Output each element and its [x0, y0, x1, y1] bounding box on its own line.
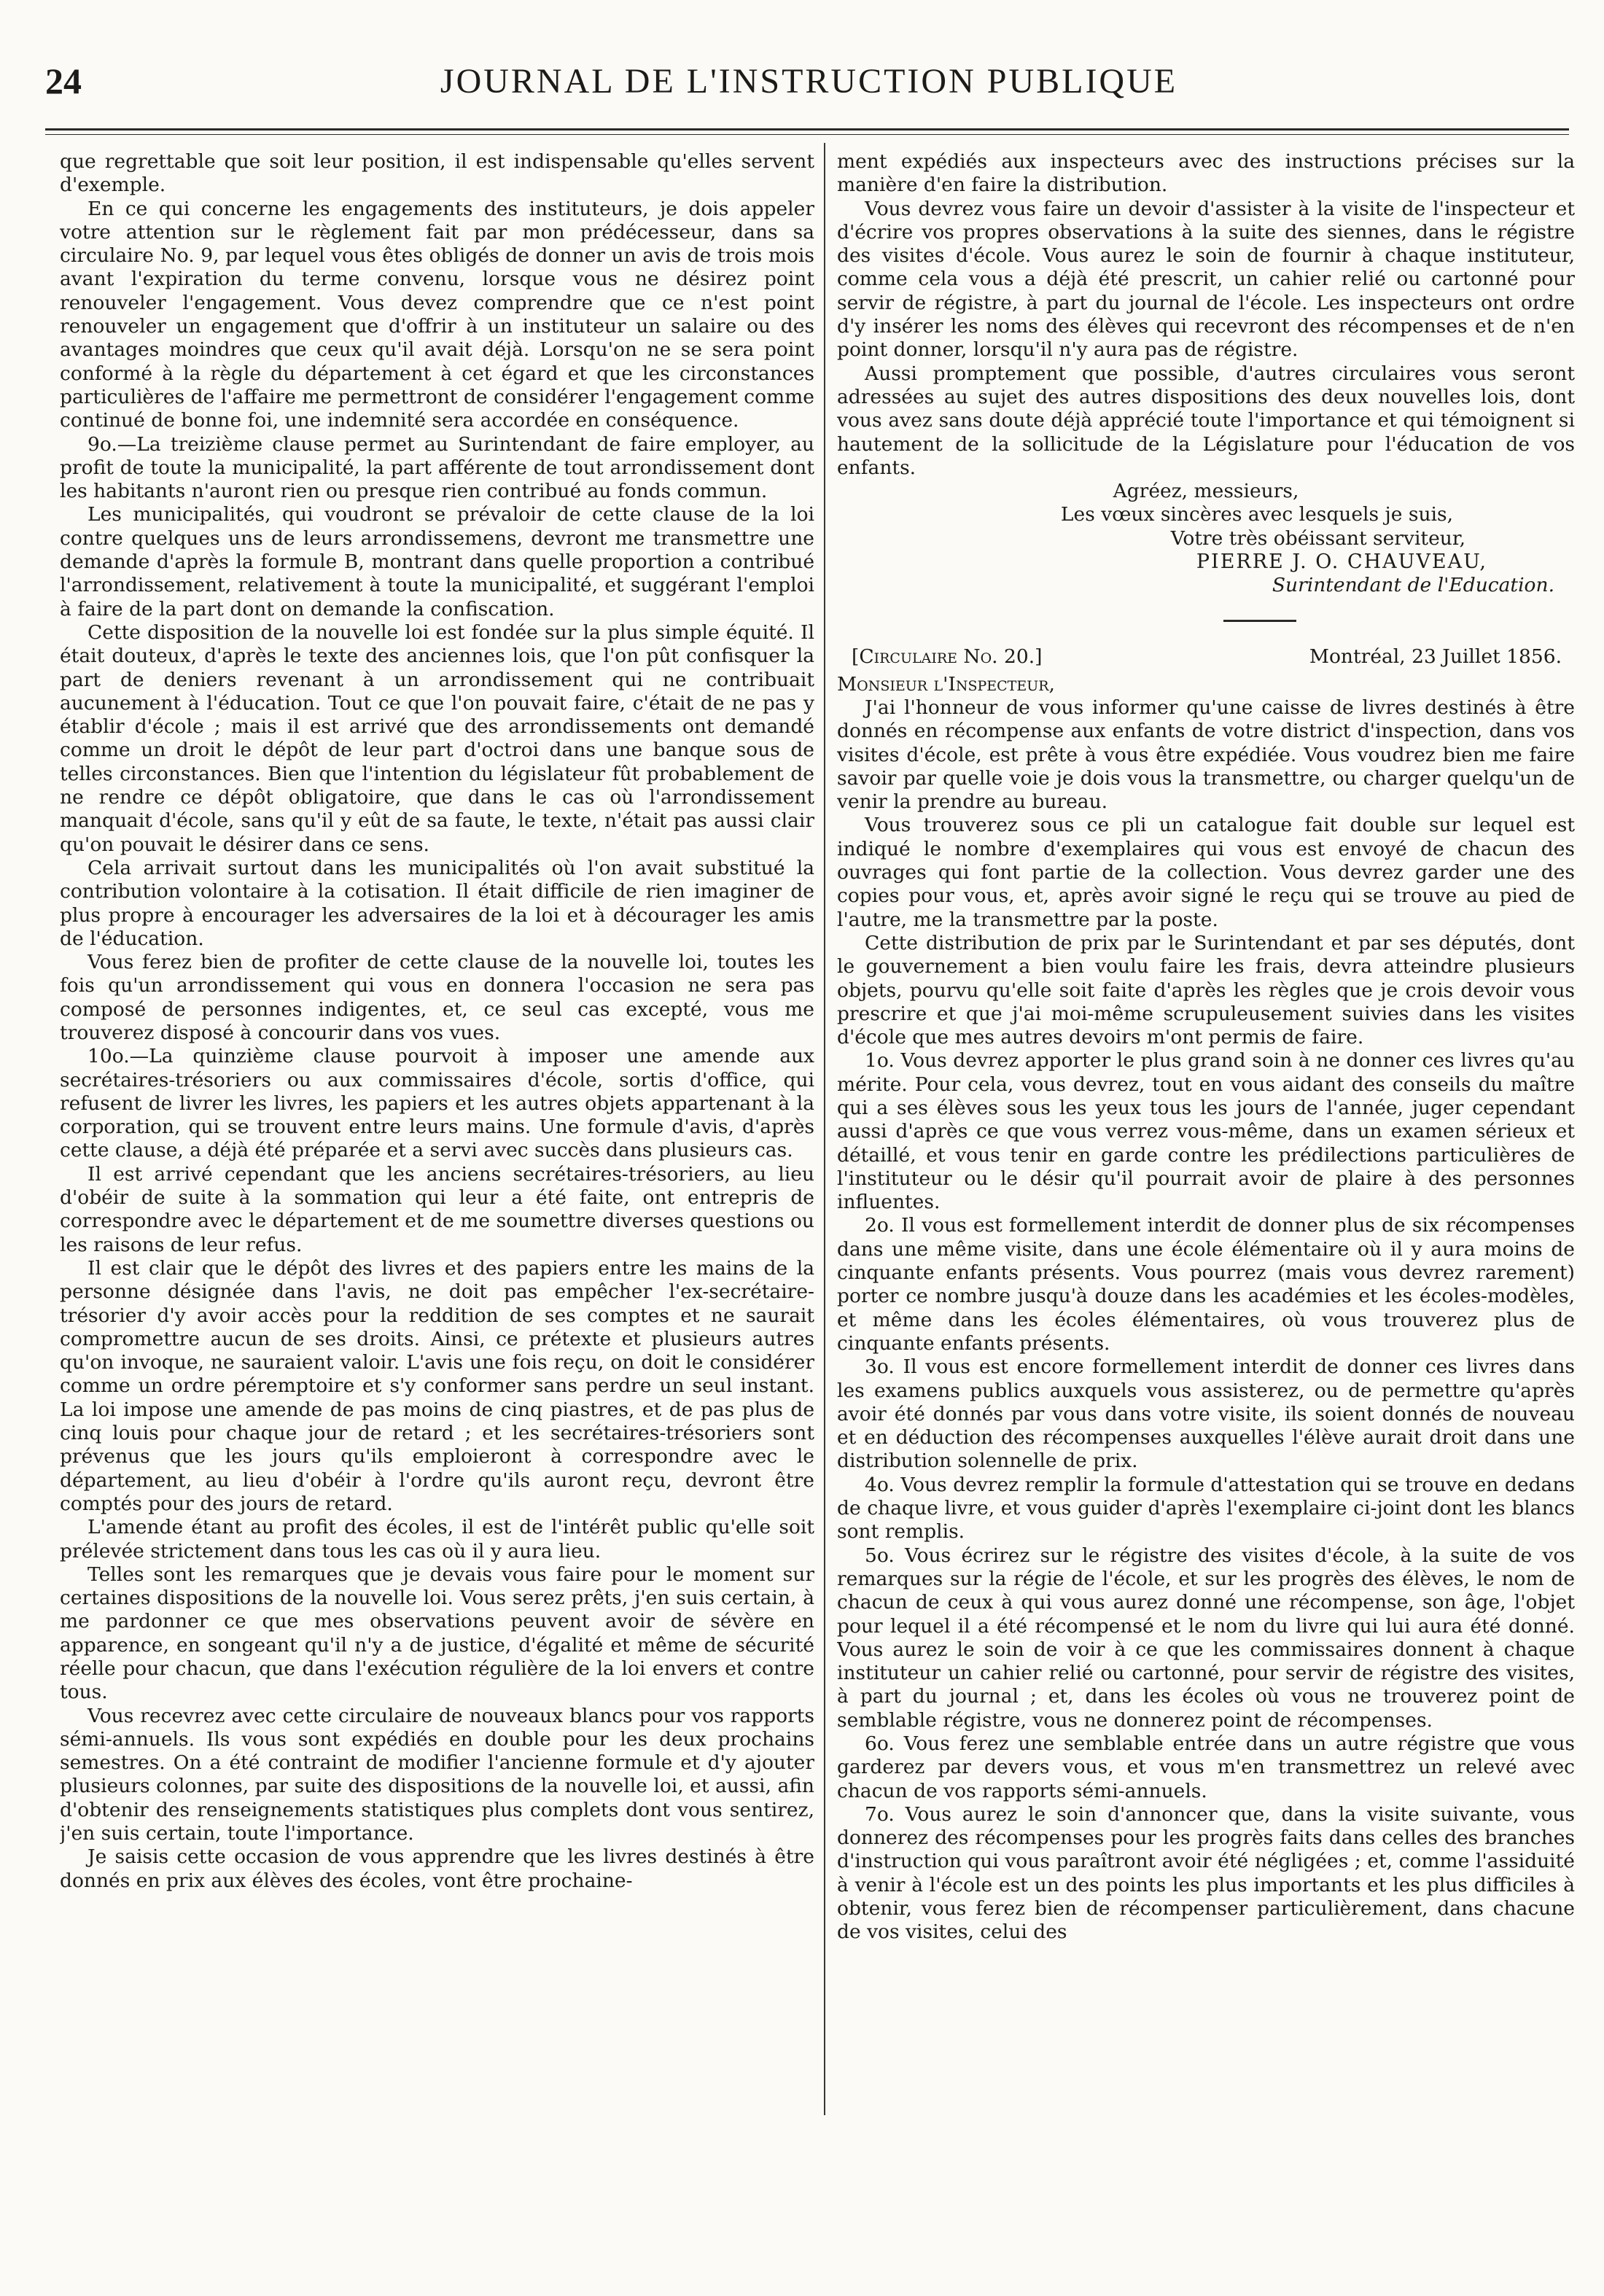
paragraph: Il est clair que le dépôt des livres et des papiers entre les mains de la personne désignée dans l'avis, ne doit pas empêcher l'ex-secrétaire-trésorier d'y avoir accès pour la reddition de ses comptes et ne saurait compromettre aucun de ses droits. Ainsi, ce prétexte et plusieurs autres qu'on invoque, ne sauraient valoir. L'avis une fois reçu, on doit le considérer comme un ordre péremptoire et s'y conformer sans perdre un seul instant. La loi impose une amende de pas moins de cinq piastres, et de pas plus de cinq louis pour chaque jour de retard ; et les secrétaires-trésoriers sont prévenus que les jours qu'ils emploieront à correspondre avec le département, au lieu d'obéir à l'ordre qu'ils auront reçu, devront être comptés pour des jours de retard.	[60, 1256, 814, 1515]
paragraph: 6o. Vous ferez une semblable entrée dans un autre régistre que vous garderez par devers vous, et vous m'en transmettrez un relevé avec chacun de vos rapports sémi-annuels.	[837, 1732, 1575, 1802]
paragraph: En ce qui concerne les engagements des instituteurs, je dois appeler votre attention sur le règlement fait par mon prédécesseur, dans sa circulaire No. 9, par lequel vous êtes obligés de donner un avis de trois mois avant l'expiration du terme convenu, lorsque vous ne désirez point renouveler l'engagement. Vous devez comprendre que ce n'est point renouveler un engagement que d'offrir à un instituteur un salaire ou des avantages moindres que ceux qu'il avait déjà. Lorsqu'on ne se sera point conformé à la règle du département à cet égard et que les circonstances particulières de l'affaire me permettront de considérer l'engagement comme continué de bonne foi, une indemnité sera accordée en conséquence.	[60, 197, 814, 432]
paragraph: Cela arrivait surtout dans les municipalités où l'on avait substitué la contribution volontaire à la cotisation. Il était difficile de rien imaginer de plus propre à encourager les adversaires de la loi et à décourager les amis de l'éducation.	[60, 856, 814, 950]
paragraph: Vous recevrez avec cette circulaire de nouveaux blancs pour vos rapports sémi-annuels. Ils vous sont expédiés en double pour les deux prochains semestres. On a été contraint de modifier l'ancienne formule et d'y ajouter plusieurs colonnes, par suite des dispositions de la nouvelle loi, et aussi, afin d'obtenir des renseignements statistiques plus complets dont vous sentirez, j'en suis certain, toute l'importance.	[60, 1704, 814, 1845]
header-rule-thick	[45, 128, 1569, 131]
left-column	[60, 150, 814, 2119]
paragraph: 2o. Il vous est formellement interdit de donner plus de six récompenses dans une même visite, dans une école élémentaire où il y aura moins de cinquante enfants présents. Vous pourrez (mais vous devrez rarement) porter ce nombre jusqu'à douze dans les académies et les écoles-modèles, et même dans les écoles élémentaires, où vous trouverez plus de cinquante enfants présents.	[837, 1214, 1575, 1355]
paragraph: L'amende étant au profit des écoles, il est de l'intérêt public qu'elle soit prélevée strictement dans tous les cas où il y aura lieu.	[60, 1516, 814, 1563]
paragraph: Cette disposition de la nouvelle loi est fondée sur la plus simple équité. Il était douteux, d'après le texte des anciennes lois, que l'on pût confisquer la part de deniers revenant à un arrondissement qui ne contribuait aucunement à l'éducation. Tout ce que l'on pouvait faire, c'était de ne pas y établir d'école ; mais il est arrivé que des arrondissements ont demandé comme un droit le dépôt de leur part d'octroi dans une banque sous de telles circonstances. Bien que l'intention du législateur fût probablement de ne rendre ce dépôt obligatoire, que dans le cas où l'arrondissement manquait d'école, sans qu'il y eût de sa faute, le texte, n'était pas aussi clair qu'on pouvait le désirer dans ce sens.	[60, 620, 814, 856]
right-column	[837, 150, 1575, 2119]
paragraph: J'ai l'honneur de vous informer qu'une caisse de livres destinés à être donnés en récompense aux enfants de votre district d'inspection, dans vos visites d'école, est prête à vous être expédiée. Vous voudrez bien me faire savoir par quelle voie je dois vous la transmettre, ou charger quelqu'un de venir la prendre au bureau.	[837, 696, 1575, 814]
paragraph: Vous devrez vous faire un devoir d'assister à la visite de l'inspecteur et d'écrire vos propres observations à la suite des siennes, dans le régistre des visites d'école. Vous aurez le soin de fournir à chaque instituteur, comme cela vous a déjà été prescrit, un cahier relié ou cartonné pour servir de régistre, à part du journal de l'école. Les inspecteurs ont ordre d'y insérer les noms des élèves qui recevront des récompenses et de n'en point donner, lorsqu'il n'y aura pas de régistre.	[837, 197, 1575, 362]
paragraph: Je saisis cette occasion de vous apprendre que les livres destinés à être donnés en prix aux élèves des écoles, vont être prochaine-	[60, 1845, 814, 1892]
paragraph: Les municipalités, qui voudront se prévaloir de cette clause de la loi contre quelques uns de leurs arrondissemens, devront me transmettre une demande d'après la formule B, montrant dans quelle proportion a contribué l'arrondissement, relativement à toute la municipalité, et suggérant l'emploi à faire de la part dont on demande la confiscation.	[60, 503, 814, 620]
circular-salutation: Monsieur l'Inspecteur,	[837, 672, 1055, 696]
page-header	[45, 52, 1573, 133]
signature-title: Surintendant de l'Education.	[1272, 574, 1554, 597]
circular-date: Montréal, 23 Juillet 1856.	[1309, 645, 1562, 668]
closing-servant: Votre très obéissant serviteur,	[1170, 526, 1465, 550]
closing-block	[837, 480, 1575, 597]
paragraph: Telles sont les remarques que je devais vous faire pour le moment sur certaines dispositions de la nouvelle loi. Vous serez prêts, j'en suis certain, à me pardonner ce que mes observations peuvent avoir de sévère en apparence, en songeant qu'il n'y a de justice, d'égalité et même de sécurité réelle pour chacun, que dans l'exécution régulière de la loi envers et contre tous.	[60, 1563, 814, 1704]
closing-wishes: Les vœux sincères avec lesquels je suis,	[1060, 503, 1454, 526]
paragraph: 10o.—La quinzième clause pourvoit à imposer une amende aux secrétaires-trésoriers ou aux commissaires d'école, sortis d'office, qui refusent de livrer les livres, les papiers et les autres objets appartenant à la corporation, qui se trouvent entre leurs mains. Une formule d'avis, d'après cette clause, a déjà été préparée et a servi avec succès dans plusieurs cas.	[60, 1045, 814, 1162]
paragraph: 5o. Vous écrirez sur le régistre des visites d'école, à la suite de vos remarques sur la régie de l'école, et sur les progrès des élèves, le nom de chacun de ceux à qui vous aurez donné une récompense, son âge, l'objet pour lequel il a été récompensé et le nom du livre qui lui aura été donné. Vous aurez le soin de voir à ce que les commissaires donnent à chaque instituteur un cahier relié ou cartonné, pour servir de régistre des visites, à part du journal ; et, dans les écoles où vous ne trouverez point de semblable régistre, vous ne donnerez point de récompenses.	[837, 1544, 1575, 1732]
paragraph: Vous ferez bien de profiter de cette clause de la nouvelle loi, toutes les fois qu'un arrondissement qui vous en donnera l'occasion ne sera pas composé de personnes indigentes, et, ce seul cas excepté, vous me trouverez disposé à concourir dans vos vues.	[60, 951, 814, 1044]
paragraph: 7o. Vous aurez le soin d'annoncer que, dans la visite suivante, vous donnerez des récompenses pour les progrès faits dans celles des branches d'instruction qui vous paraîtront avoir été négligées ; et, comme l'assiduité à venir à l'école est un des points les plus importants et les plus difficiles à obtenir, vous ferez bien de récompenser particulièrement, dans chacune de vos visites, celui des	[837, 1802, 1575, 1944]
circular-heading	[837, 645, 1575, 670]
paragraph: 3o. Il vous est encore formellement interdit de donner ces livres dans les examens publics auxquels vous assisterez, ou de permettre qu'après avoir été donnés par vous dans votre visite, ils soient donnés de nouveau et en déduction des récompenses auxquelles l'élève aurait droit dans une distribution solennelle de prix.	[837, 1355, 1575, 1473]
column-divider	[824, 143, 825, 2115]
page-number: 24	[45, 61, 82, 101]
paragraph: 1o. Vous devrez apporter le plus grand soin à ne donner ces livres qu'au mérite. Pour cela, vous devrez, tout en vous aidant des conseils du maître qui a ses élèves sous les yeux tous les jours de l'année, juger cependant aussi d'après ce que vous verrez vous-même, dans un examen sérieux et détaillé, et vous tenir en garde contre les prédilections particulières de l'instituteur ou le désir qu'il pourrait avoir de plaire à des personnes influentes.	[837, 1049, 1575, 1214]
circular-label: [Circulaire No. 20.]	[852, 645, 1043, 668]
paragraph: ment expédiés aux inspecteurs avec des instructions précises sur la manière d'en faire la distribution.	[837, 150, 1575, 197]
paragraph: Aussi promptement que possible, d'autres circulaires vous seront adressées au sujet des autres dispositions des deux nouvelles lois, dont vous avez sans doute déjà apprécié toute l'importance et qui témoignent si hautement de la sollicitude de la Législature pour l'éducation de vos enfants.	[837, 362, 1575, 479]
closing-greeting: Agréez, messieurs,	[1113, 480, 1299, 503]
section-divider	[1223, 620, 1296, 622]
paragraph: Il est arrivé cependant que les anciens secrétaires-trésoriers, au lieu d'obéir de suite à la sommation qui leur a été faite, ont entrepris de correspondre avec le département et de me soumettre diverses questions ou les raisons de leur refus.	[60, 1162, 814, 1256]
journal-title: JOURNAL DE L'INSTRUCTION PUBLIQUE	[440, 62, 1178, 101]
signature-name: PIERRE J. O. CHAUVEAU,	[1196, 550, 1487, 574]
paragraph: que regrettable que soit leur position, il est indispensable qu'elles servent d'exemple.	[60, 150, 814, 197]
header-rule-thin	[45, 134, 1569, 135]
paragraph: 4o. Vous devrez remplir la formule d'attestation qui se trouve en dedans de chaque livre, et vous guider d'après l'exemplaire ci-joint dont les blancs sont remplis.	[837, 1473, 1575, 1544]
paragraph: Cette distribution de prix par le Surintendant et par ses députés, dont le gouvernement a bien voulu faire les frais, devra atteindre plusieurs objets, pourvu qu'elle soit faite d'après les règles que je crois devoir vous prescrire et que j'ai moi-même scrupuleusement suivies dans les visites d'école que mes autres devoirs m'ont permis de faire.	[837, 931, 1575, 1049]
paragraph: Vous trouverez sous ce pli un catalogue fait double sur lequel est indiqué le nombre d'exemplaires qui vous est envoyé de chacun des ouvrages qui font partie de la collection. Vous devrez garder une des copies pour vous, et, après avoir signé le reçu qui se trouve au pied de l'autre, me la transmettre par la poste.	[837, 814, 1575, 931]
paragraph: 9o.—La treizième clause permet au Surintendant de faire employer, au profit de toute la municipalité, la part afférente de tout arrondissement dont les habitants n'auront rien ou presque rien contribué au fonds commun.	[60, 432, 814, 503]
